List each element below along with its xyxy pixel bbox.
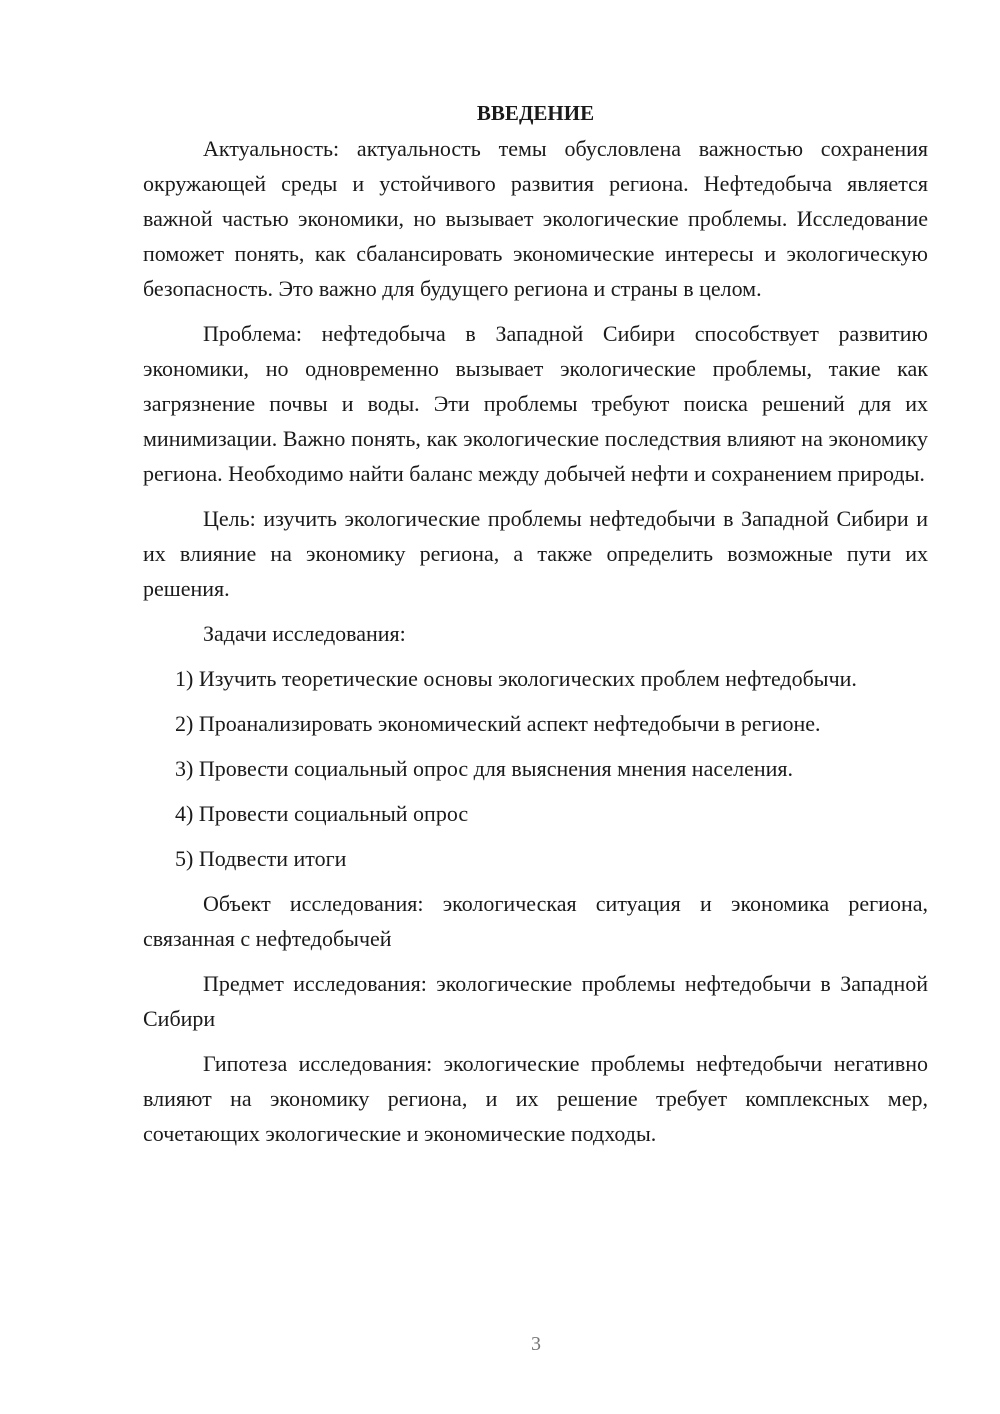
paragraph-object: Объект исследования: экологическая ситуация и экономика региона, связанная с нефтедобычей [143,891,928,951]
task-item-4: 4) Провести социальный опрос [175,801,469,826]
task-item-5: 5) Подвести итоги [175,846,347,871]
document-page [143,96,928,1161]
page-number: 3 [531,1333,541,1355]
paragraph-hypothesis: Гипотеза исследования: экологические проблемы нефтедобычи негативно влияют на экономику региона, и их решение требует комплексных мер, сочетающих экологические и экономические подходы. [143,1051,928,1146]
task-item-2: 2) Проанализировать экономический аспект нефтедобычи в регионе. [175,711,821,736]
paragraph-relevance: Актуальность: актуальность темы обусловлена важностью сохранения окружающей среды и устойчивого развития региона. Нефтедобыча является важной частью экономики, но вызывает экологические проблемы. Исследование поможет понять, как сбалансировать экономические интересы и экологическую безопасность. Это важно для будущего региона и страны в целом. [143,136,928,301]
task-item-1: 1) Изучить теоретические основы экологических проблем нефтедобычи. [175,666,857,691]
paragraph-problem: Проблема: нефтедобыча в Западной Сибири способствует развитию экономики, но одновременно вызывает экологические проблемы, такие как загрязнение почвы и воды. Эти проблемы требуют поиска решений для их минимизации. Важно понять, как экологические последствия влияют на экономику региона. Необходимо найти баланс между добычей нефти и сохранением природы. [143,321,928,486]
paragraph-goal: Цель: изучить экологические проблемы нефтедобычи в Западной Сибири и их влияние на экономику региона, а также определить возможные пути их решения. [143,506,928,601]
task-item-3: 3) Провести социальный опрос для выяснения мнения населения. [175,756,794,781]
paragraph-tasks-heading: Задачи исследования: [203,621,406,646]
section-heading: ВВЕДЕНИЕ [476,101,595,125]
paragraph-subject: Предмет исследования: экологические проблемы нефтедобычи в Западной Сибири [143,971,928,1031]
